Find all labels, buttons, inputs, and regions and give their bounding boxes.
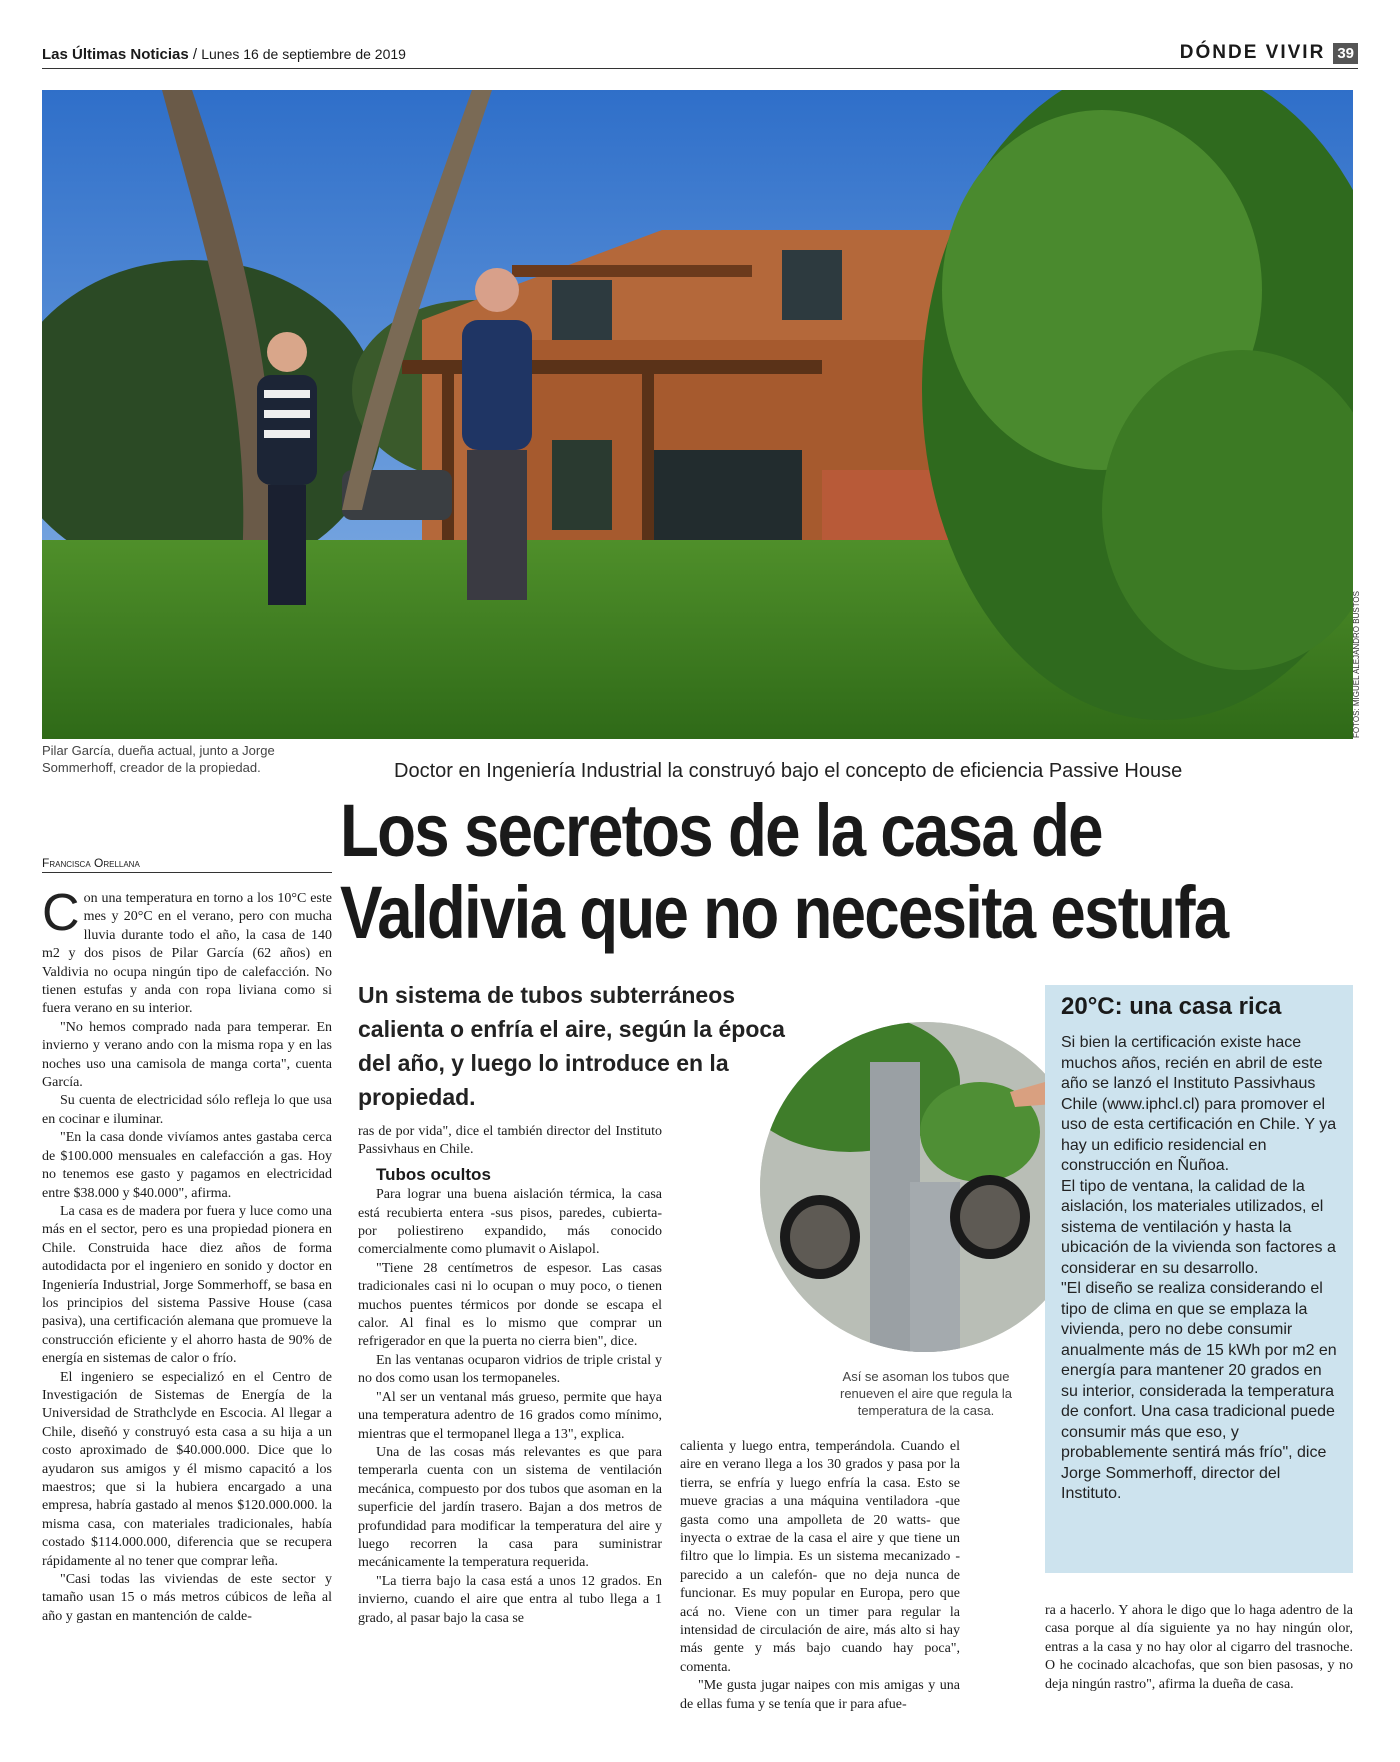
column-4 [1045, 1602, 1353, 1694]
headline-line-2: Valdivia que no necesita estufa [340, 871, 1228, 954]
house-illustration [42, 90, 1353, 739]
page-number: 39 [1333, 43, 1358, 64]
headline-line-1: Los secretos de la casa de [340, 789, 1102, 872]
paragraph: Su cuenta de electricidad sólo refleja lo que usa en cocinar e iluminar. [42, 1093, 332, 1127]
sidebar-paragraph: "El diseño se realiza considerando el tipo de clima en que se emplaza la vivienda, pero no debe consumir anualmente más de 15 kWh por m2 en energía para mantener 20 grados en su interior, considerada la temperatura de confort. Una casa tradicional puede consumir más que eso, y probablemente sentirá más frío", dice Jorge Sommerhoff, director del Instituto. [1061, 1280, 1337, 1502]
masthead [42, 42, 1358, 68]
lead-paragraph: Con una temperatura en torno a los 10°C este mes y 20°C en el verano, pero con mucha lluvia durante todo el año, la casa de 140 m2 y dos pisos de Pilar García (62 años) en Valdivia no ocupa ningún tipo de calefacción. No tienen estufas y anda con ropa liviana como si fuera verano en su interior. [42, 884, 332, 1017]
main-photo [42, 90, 1353, 739]
masthead-right [1180, 42, 1358, 64]
paragraph: El ingeniero se especializó en el Centro de Investigación de Sistemas de Energía de la Universidad de Strathclyde en Escocia. Al llegar a Chile, diseñó y construyó esta casa a su hija a un costo aproximado de $40.000.000. Dice que lo ayudaron sus amigos y él mismo capacitó a los maestros; que si la hubiera encargado a una empresa, habría gastado al menos $120.000.000. la misma casa, con materiales tradicionales, había costado $114.000.000, diferencia que se recupera rápidamente al no tener que comprar leña. [42, 1369, 332, 1569]
paragraph: "Me gusta jugar naipes con mis amigas y una de ellas fuma y se tenía que ir para afue- [680, 1678, 960, 1712]
masthead-rule [42, 68, 1358, 69]
issue-date: Lunes 16 de septiembre de 2019 [201, 46, 406, 62]
subhead: Tubos ocultos [376, 1164, 491, 1184]
paragraph: La casa es de madera por fuera y luce como una más en el sector, pero es una propiedad pionera en Chile. Construida hace diez años de forma autodidacta por el ingeniero en sonido y doctor en Ingeniería Industrial, Jorge Sommerhoff, se basa en los principios del sistema Passive House (casa pasiva), una certificación alemana que promueve la construcción eficiente y el ahorro hasta de 90% de energía en sistemas de calor o frío. [42, 1203, 332, 1367]
paper-name: Las Últimas Noticias [42, 46, 189, 63]
paragraph: "La tierra bajo la casa está a unos 12 grados. En invierno, cuando el aire que entra al tubo llega a 1 grado, al pasar bajo la casa se [358, 1573, 662, 1626]
column-3 [680, 1438, 960, 1714]
paragraph: En las ventanas ocuparon vidrios de triple cristal y no dos como usan los termopaneles. [358, 1352, 662, 1387]
sidebar-title: 20°C: una casa rica [1061, 993, 1282, 1020]
paragraph: calienta y luego entra, temperándola. Cuando el aire en verano llega a los 30 grados y pasa por la tierra, se enfría y luego enfría la casa. Esto se mueve gracias a una máquina ventiladora -que gasta como una ampolleta de 20 watts- que inyecta o extrae de la casa el aire y que tiene un filtro que lo limpia. Es un sistema mecanizado -parecido a un calefón- que no deja nunca de funcionar. Es muy popular en Europa, pero que acá no. Viene con un timer para regular la intensidad de circulación de aire, más alto si hay más gente y más bajo cuando hay poca", comenta. [680, 1439, 960, 1675]
section-name: DÓNDE VIVIR [1179, 42, 1326, 63]
dropcap: C [42, 884, 80, 942]
sidebar-paragraph: El tipo de ventana, la calidad de la aislación, los materiales utilizados, el sistema de ventilación y hasta la ubicación de la vivienda son factores a considerar en su desarrollo. [1061, 1177, 1336, 1277]
sidebar-body [1061, 1033, 1337, 1505]
masthead-separator: / [192, 46, 198, 63]
sidebar-paragraph: Si bien la certificación existe hace muchos años, recién en abril de este año se lanzó el Instituto Passivhaus Chile (www.iphcl.cl) para promover el uso de esta certificación en Chile. Y ya hay un edificio residencial en construcción en Ñuñoa. [1061, 1034, 1337, 1174]
pipes-illustration [760, 1022, 1090, 1352]
column-2 [358, 1123, 662, 1628]
byline: Francisca Orellana [42, 856, 332, 873]
paragraph: Una de las cosas más relevantes es que para temperarla cuenta con un sistema de ventilación mecánica, compuesto por dos tubos que asoman en la superficie del jardín trasero. Bajan a dos metros de profundidad para modificar la temperatura del aire y luego recorren la casa para suministrar mecánicamente la temperatura requerida. [358, 1444, 662, 1571]
paragraph: "Al ser un ventanal más grueso, permite que haya una temperatura adentro de 16 grados como mínimo, mientras que el termopanel llega a 13", explica. [358, 1389, 662, 1442]
paragraph: "Tiene 28 centímetros de espesor. Las casas tradicionales casi ni lo ocupan o muy poco, o tienen muchos puentes térmicos por donde se escapa el calor. Al final es lo mismo que comprar un refrigerador en que la puerta no cierra bien", dice. [358, 1260, 662, 1350]
paragraph: ras de por vida", dice el también director del Instituto Passivhaus en Chile. [358, 1124, 662, 1158]
paragraph: "No hemos comprado nada para temperar. En invierno y verano ando con la misma ropa y en las noches uso una camisola de manga corta", cuenta García. [42, 1019, 332, 1091]
masthead-left [42, 46, 406, 63]
paragraph: Para lograr una buena aislación térmica, la casa está recubierta entera -sus pisos, paredes, cubierta- por poliestireno expandido, más conocido comercialmente como plumavit o Aislapol. [358, 1187, 662, 1258]
deck: Un sistema de tubos subterráneos calienta o enfría el aire, según la época del año, y luego lo introduce en la propiedad. [358, 982, 785, 1110]
paragraph: "Casi todas las viviendas de este sector y tamaño usan 15 o más metros cúbicos de leña al año y gastan en mantención de calde- [42, 1572, 332, 1624]
headline [340, 790, 1363, 954]
sidebar-box [1045, 985, 1353, 1573]
column-1 [42, 884, 332, 1626]
pipes-photo [760, 1022, 1090, 1352]
paragraph: "En la casa donde vivíamos antes gastaba cerca de $100.000 mensuales en calefacción a gas. Hoy no tenemos ese gasto y pagamos en electricidad entre $38.000 y $40.000", afirma. [42, 1130, 332, 1201]
kicker: Doctor en Ingeniería Industrial la construyó bajo el concepto de eficiencia Passive House [394, 760, 1183, 782]
photo-credit: FOTOS: MIGUEL ALEJANDRO BUSTOS [1352, 591, 1361, 738]
paragraph: ra a hacerlo. Y ahora le digo que lo haga adentro de la casa porque al día siguiente ya no hay ningún olor, entras a la casa y no hay olor al cigarro del trasnoche. O he cocinado alcachofas, que son bien pasosas, y no deja ningún rastro", afirma la dueña de casa. [1045, 1603, 1353, 1692]
pipes-caption: Así se asoman los tubos que renueven el aire que regula la temperatura de la casa. [839, 1369, 1012, 1418]
photo-caption: Pilar García, dueña actual, junto a Jorge Sommerhoff, creador de la propiedad. [42, 743, 275, 775]
